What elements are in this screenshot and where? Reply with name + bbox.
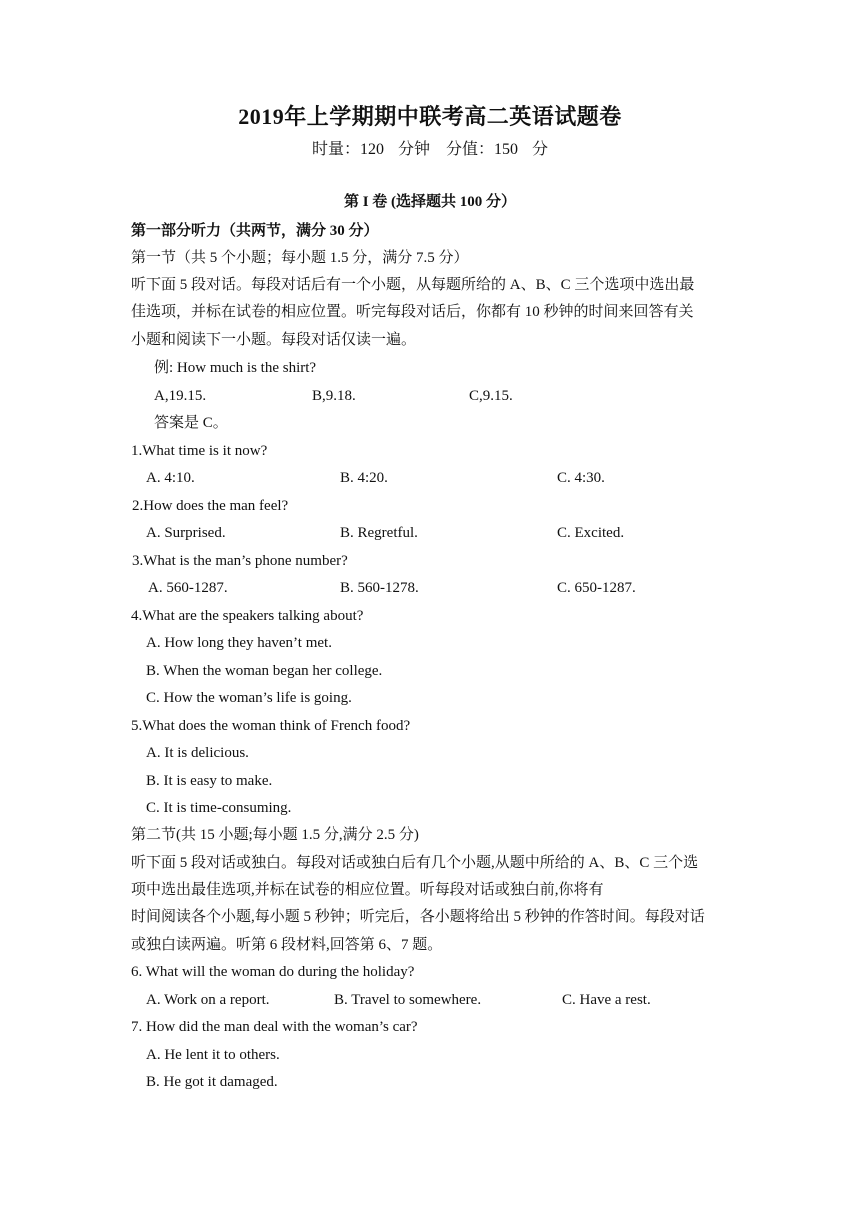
question-stem: 7. How did the man deal with the woman’s car? — [131, 1019, 418, 1035]
question-stem: 3.What is the man’s phone number? — [132, 553, 348, 569]
option-a: A. Surprised. — [146, 525, 226, 541]
exam-title: 2019年上学期期中联考高二英语试题卷 — [238, 104, 622, 129]
option-c: C. 650-1287. — [557, 580, 636, 596]
question-stem: 4.What are the speakers talking about? — [131, 608, 364, 624]
exam-meta: 时量：120 分钟 分值：150 分 — [311, 141, 548, 158]
example-option-b: B,9.18. — [312, 388, 356, 404]
section2-instruction-line: 时间阅读各个小题,每小题 5 秒钟；听完后，各小题将给出 5 秒钟的作答时间。每段对话 — [131, 909, 705, 925]
section2-instruction-line: 听下面 5 段对话或独白。每段对话或独白后有几个小题,从题中所给的 A、B、C 三个选 — [131, 855, 699, 871]
part-title: 第一部分听力（共两节，满分 30 分） — [131, 223, 379, 239]
option-b: B. Travel to somewhere. — [334, 992, 482, 1008]
section2-instruction-line: 项中选出最佳选项,并标在试卷的相应位置。听每段对话或独白前,你将有 — [131, 882, 604, 898]
option-a: A. How long they haven’t met. — [146, 635, 332, 651]
example-answer: 答案是 C。 — [154, 415, 228, 431]
option-b: B. When the woman began her college. — [146, 663, 383, 679]
question-stem: 5.What does the woman think of French food? — [131, 718, 411, 734]
option-c: C. How the woman’s life is going. — [146, 690, 352, 706]
volume-heading: 第 I 卷 (选择题共 100 分） — [343, 194, 517, 210]
example-option-c: C,9.15. — [469, 388, 513, 404]
option-c: C. It is time-consuming. — [146, 800, 292, 816]
option-a: A. Work on a report. — [146, 992, 270, 1008]
option-a: A. He lent it to others. — [146, 1047, 280, 1063]
section1-instruction-line: 小题和阅读下一小题。每段对话仅读一遍。 — [131, 332, 417, 348]
option-a: A. 560-1287. — [148, 580, 228, 596]
question-stem: 1.What time is it now? — [131, 443, 268, 459]
section1-instruction-line: 佳选项，并标在试卷的相应位置。听完每段对话后，你都有 10 秒钟的时间来回答有关 — [131, 304, 694, 320]
option-b: B. 4:20. — [340, 470, 388, 486]
option-b: B. 560-1278. — [340, 580, 419, 596]
question-stem: 6. What will the woman do during the holiday? — [131, 964, 415, 980]
option-b: B. He got it damaged. — [146, 1074, 278, 1090]
option-c: C. Excited. — [557, 525, 625, 541]
option-c: C. Have a rest. — [562, 992, 651, 1008]
option-c: C. 4:30. — [557, 470, 605, 486]
example-question: 例: How much is the shirt? — [154, 360, 317, 376]
option-a: A. 4:10. — [146, 470, 195, 486]
section2-header: 第二节(共 15 小题;每小题 1.5 分,满分 2.5 分) — [131, 827, 419, 843]
example-option-a: A,19.15. — [154, 388, 207, 404]
section1-instruction-line: 听下面 5 段对话。每段对话后有一个小题，从每题所给的 A、B、C 三个选项中选出最 — [131, 277, 695, 293]
option-b: B. It is easy to make. — [146, 773, 273, 789]
section2-instruction-line: 或独白读两遍。听第 6 段材料,回答第 6、7 题。 — [131, 937, 443, 953]
option-a: A. It is delicious. — [146, 745, 249, 761]
option-b: B. Regretful. — [340, 525, 418, 541]
question-stem: 2.How does the man feel? — [132, 498, 289, 514]
section1-header: 第一节（共 5 个小题；每小题 1.5 分，满分 7.5 分） — [131, 250, 469, 266]
